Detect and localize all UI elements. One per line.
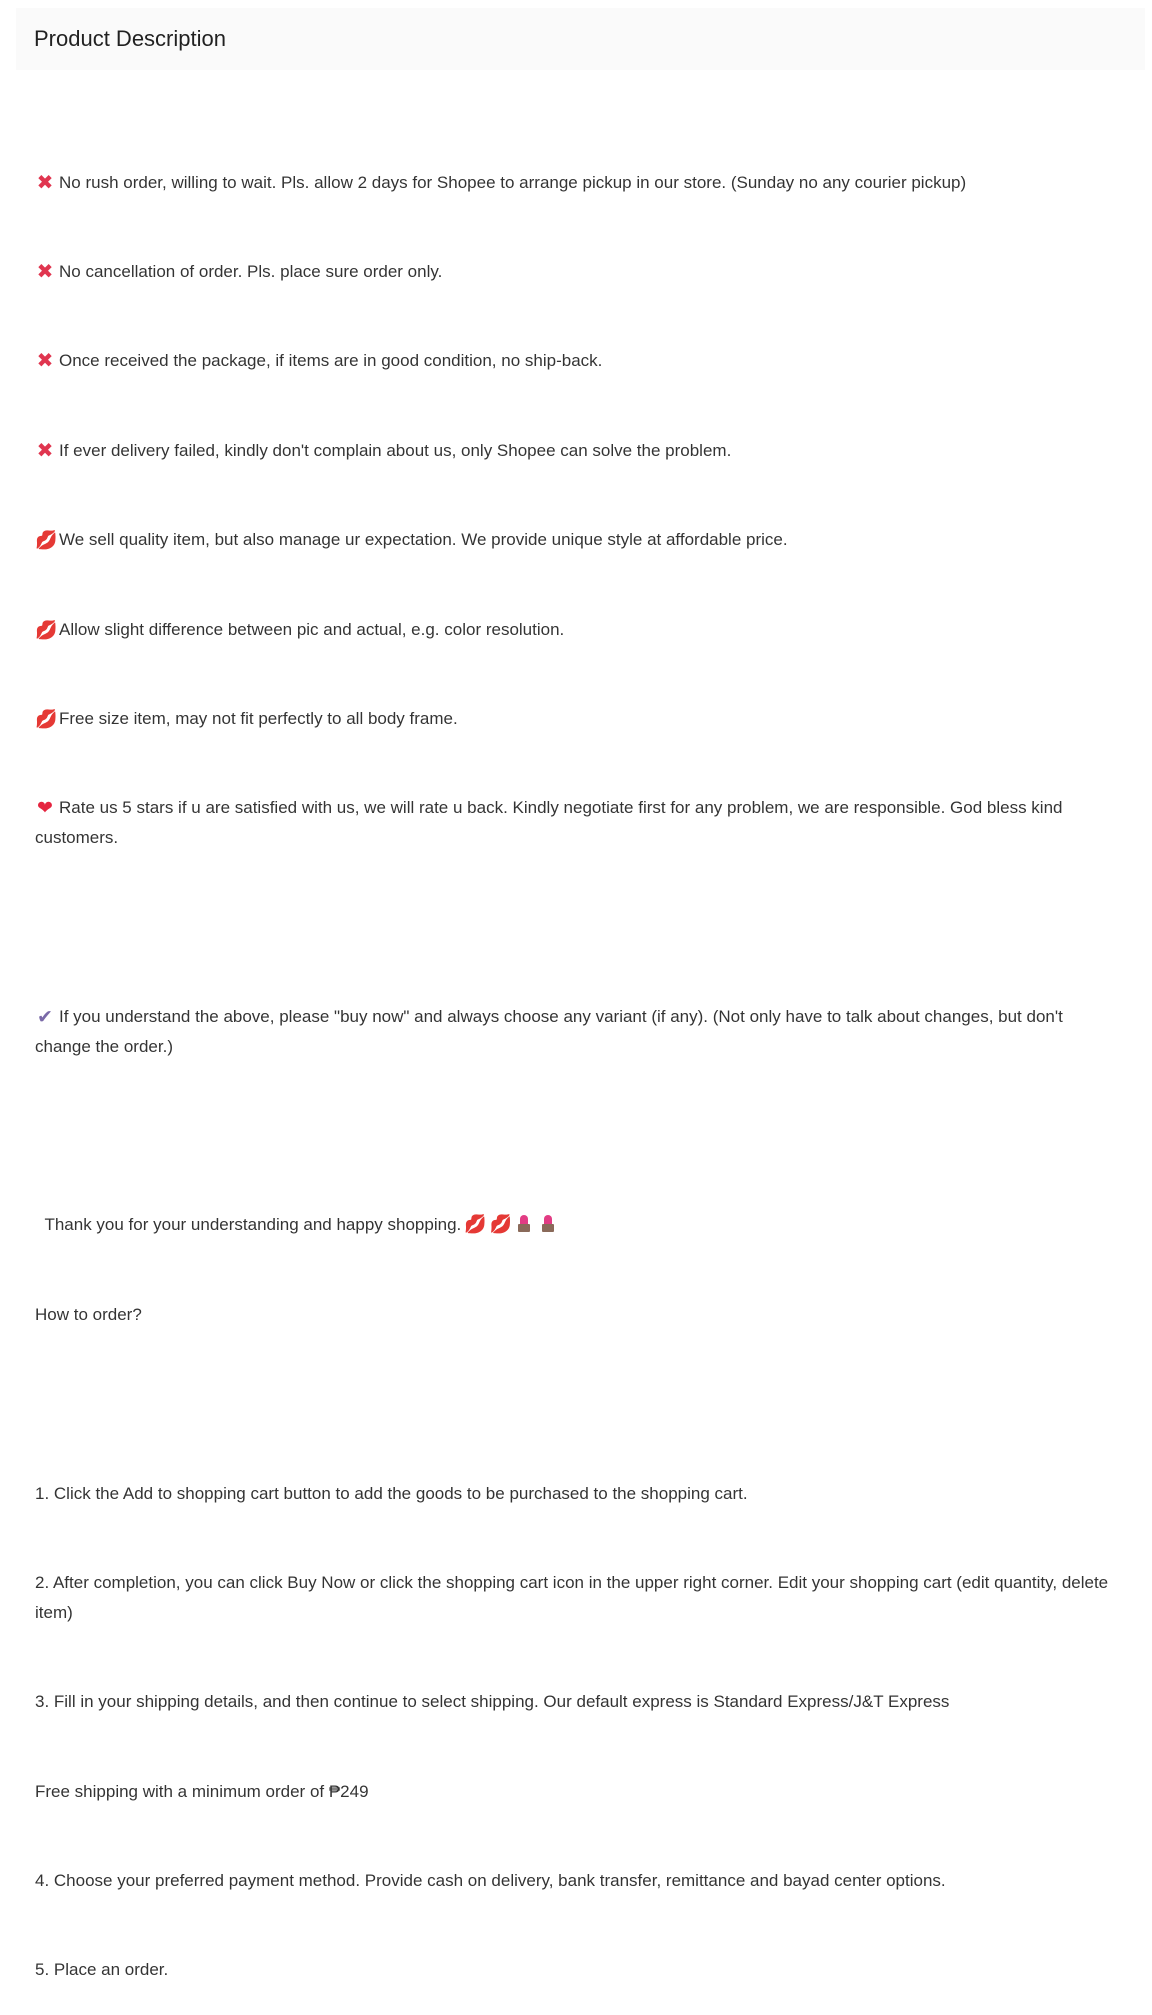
rule-line [35,793,1115,853]
rule-text: Free size item, may not fit perfectly to all body frame. [59,708,458,728]
how-to-order-title: How to order? [35,1304,142,1324]
kiss-mark-icon: 💋 [489,1214,513,1235]
kiss-mark-icon: 💋 [464,1214,487,1235]
rule-text: No rush order, willing to wait. Pls. allow 2 days for Shopee to arrange pickup in our store. (Sunday no any courier pickup) [59,172,967,192]
section-title: Product Description [34,26,226,51]
blank-line [35,1389,1115,1419]
kiss-mark-icon: 💋 [35,708,58,729]
rule-text: We sell quality item, but also manage ur expectation. We provide unique style at affordable price. [59,530,788,550]
understand-text: If you understand the above, please "buy now" and always choose any variant (if any). (Not only have to talk about changes, but don't change the order.) [35,1006,1068,1056]
rule-text: Once received the package, if items are in good condition, no ship-back. [59,351,603,371]
rule-line [35,257,1115,287]
rule-line [35,436,1115,466]
understand-line [35,1002,1115,1062]
thanks-line [35,1210,1115,1240]
rule-text: Allow slight difference between pic and actual, e.g. color resolution. [59,619,565,639]
cross-mark-icon: ✖ [36,439,54,462]
cross-mark-icon: ✖ [36,171,54,194]
kiss-mark-icon: 💋 [35,619,58,640]
order-step: 2. After completion, you can click Buy Now or click the shopping cart icon in the upper right corner. Edit your shopping cart (edit quantity, delete item) [35,1573,1113,1622]
lipstick-icon [541,1215,555,1233]
rule-text: No cancellation of order. Pls. place sure order only. [59,261,443,281]
rule-text: If ever delivery failed, kindly don't complain about us, only Shopee can solve the problem. [59,440,732,460]
lipstick-icon [517,1215,531,1233]
rule-text: Rate us 5 stars if u are satisfied with us, we will rate u back. Kindly negotiate first for any problem, we are responsible. God bless kind customers. [35,798,1068,848]
blank-line [35,913,1115,943]
product-description-header [16,8,1145,70]
blank-line [35,1121,1115,1151]
heart-icon: ❤ [37,798,53,820]
order-step: 3. Fill in your shipping details, and then continue to select shipping. Our default express is Standard Express/J&T Express [35,1692,950,1712]
kiss-mark-icon: 💋 [35,530,58,551]
rule-line [35,615,1115,645]
order-step: 4. Choose your preferred payment method. Provide cash on delivery, bank transfer, remittance and bayad center options. [35,1871,946,1891]
thanks-text: Thank you for your understanding and happy shopping. [35,1215,462,1235]
order-step: 1. Click the Add to shopping cart button to add the goods to be purchased to the shopping cart. [35,1483,748,1503]
rule-line [35,704,1115,734]
product-description-body [35,108,1115,2015]
rule-line [35,525,1115,555]
rule-line [35,346,1115,376]
cross-mark-icon: ✖ [36,260,54,283]
order-step: 5. Place an order. [35,1960,169,1980]
cross-mark-icon: ✖ [36,350,54,373]
check-mark-icon: ✔ [37,1006,53,1028]
free-shipping-note: Free shipping with a minimum order of ₱249 [35,1781,369,1801]
rule-line [35,168,1115,198]
